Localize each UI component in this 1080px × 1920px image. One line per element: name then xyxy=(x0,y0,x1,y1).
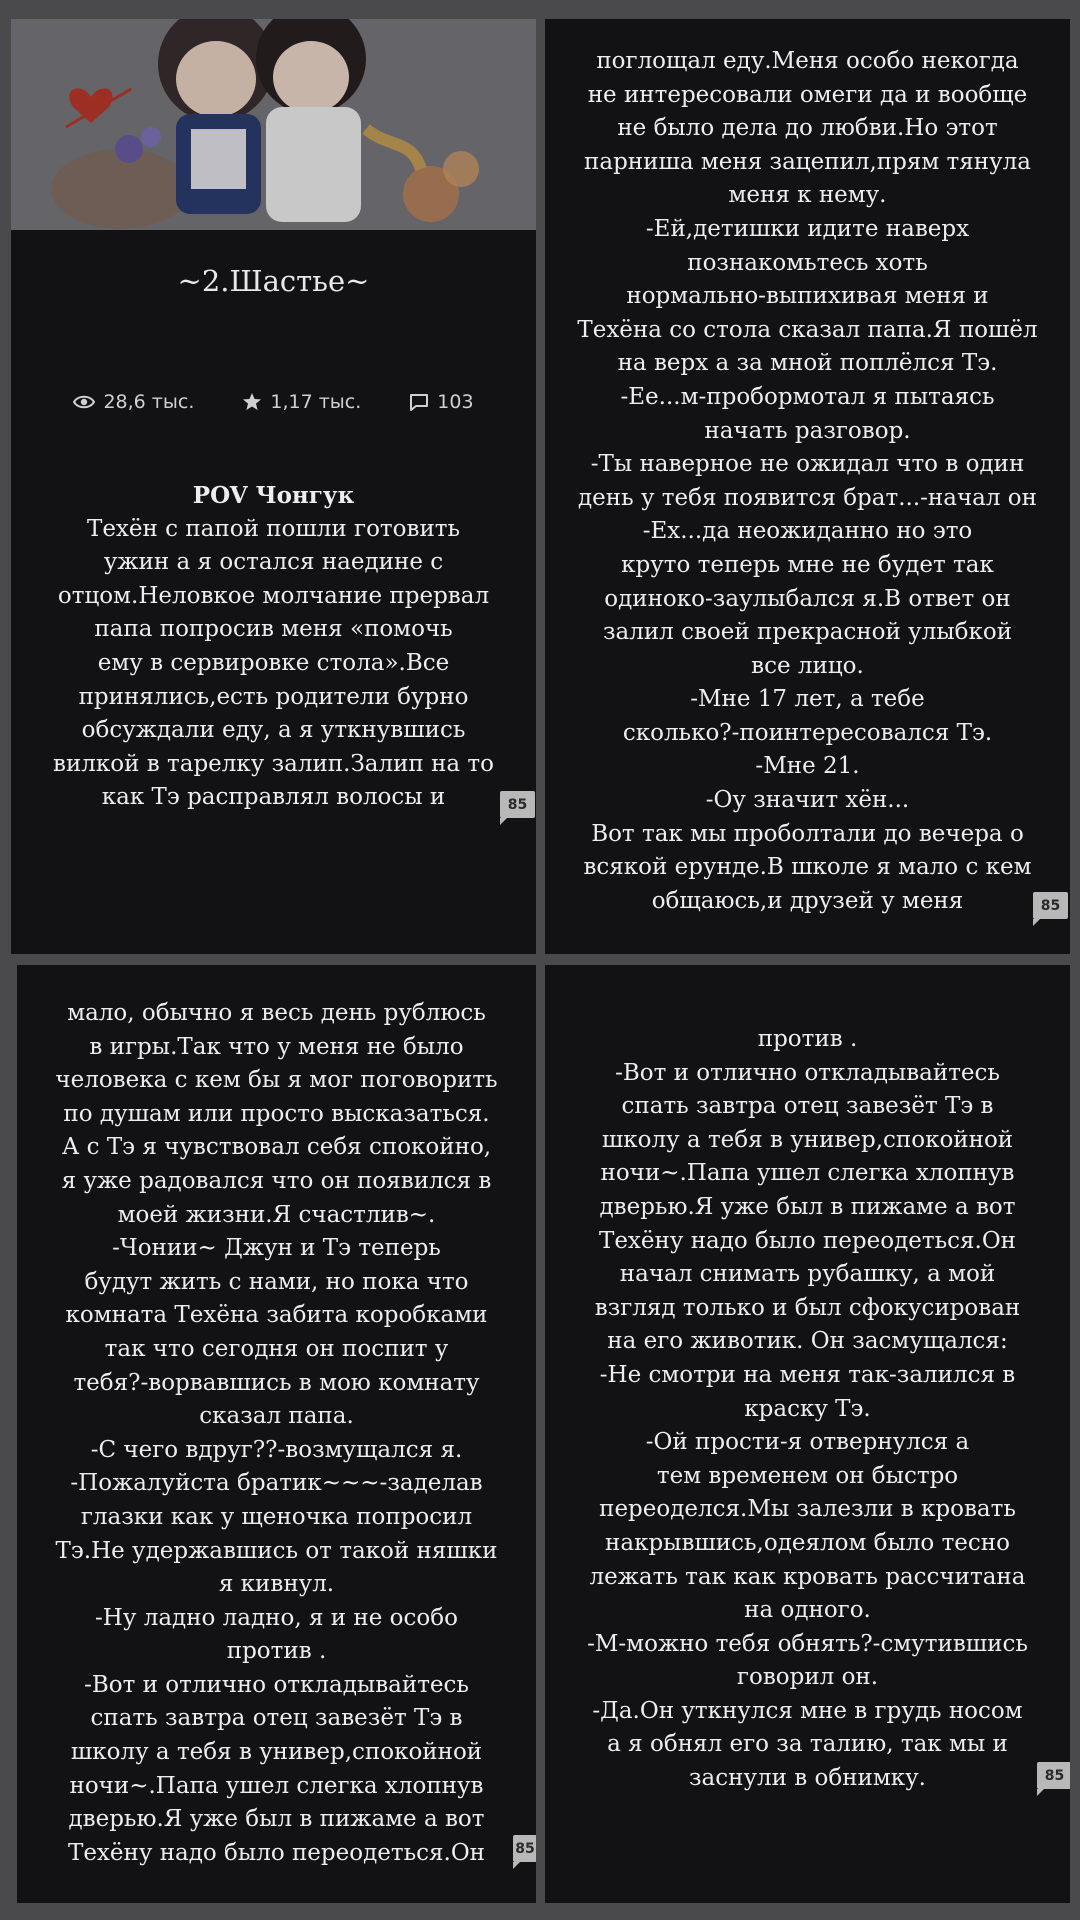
chapter-title: ~2.Шастье~ xyxy=(177,264,370,298)
text-line: лежать так как кровать рассчитана xyxy=(589,1563,1026,1590)
text-line: моей жизни.Я счастлив~. xyxy=(117,1201,436,1228)
text-line: школу а тебя в универ,спокойной xyxy=(70,1739,483,1766)
text-line: ночи~.Папа ушел слегка хлопнув xyxy=(600,1160,1015,1187)
text-line: я уже радовался что он появился в xyxy=(61,1167,492,1194)
story-text-page-3 xyxy=(17,997,536,1870)
text-line: на его животик. Он засмущался: xyxy=(607,1328,1008,1355)
story-cover-image[interactable] xyxy=(11,19,536,230)
text-line: все лицо. xyxy=(751,652,864,679)
inline-comment-badge[interactable]: 85 xyxy=(1033,892,1068,919)
story-page-1 xyxy=(11,19,536,954)
text-line: школу а тебя в универ,спокойной xyxy=(601,1126,1014,1153)
text-line: -С чего вдруг??-возмущался я. xyxy=(90,1436,463,1463)
text-line: обсуждали еду, а я уткнувшись xyxy=(81,717,466,744)
text-line: сказал папа. xyxy=(199,1403,354,1430)
text-line: -Ну ладно ладно, я и не особо xyxy=(95,1604,458,1631)
text-line: общаюсь,и друзей у меня xyxy=(651,887,964,914)
text-line: -Да.Он уткнулся мне в грудь носом xyxy=(592,1697,1023,1724)
text-line: начать разговор. xyxy=(704,417,911,444)
text-line: ночи~.Папа ушел слегка хлопнув xyxy=(69,1772,484,1799)
text-line: сколько?-поинтересовался Тэ. xyxy=(622,719,993,746)
text-line: тем временем он быстро xyxy=(656,1462,959,1489)
text-line: круто теперь мне не будет так xyxy=(621,551,994,578)
star-icon xyxy=(242,392,262,412)
text-line: комната Техёна забита коробками xyxy=(65,1302,488,1329)
text-line: спать завтра отец завезёт Тэ в xyxy=(90,1705,463,1732)
text-line: -Ой прости-я отвернулся а xyxy=(645,1429,970,1456)
text-line: принялись,есть родители бурно xyxy=(78,683,469,710)
text-line: так что сегодня он поспит у xyxy=(104,1335,449,1362)
story-text-page-1 xyxy=(11,479,536,815)
text-line: меня к нему. xyxy=(728,182,887,209)
text-line: парниша меня зацепил,прям тянула xyxy=(584,148,1031,175)
text-line: папа попросив меня «помочь xyxy=(94,616,453,643)
text-line: тебя?-ворвавшись в мою комнату xyxy=(73,1369,480,1396)
text-line: накрывшись,одеялом было тесно xyxy=(605,1529,1010,1556)
text-line: краску Тэ. xyxy=(744,1395,871,1422)
story-page-3 xyxy=(17,965,536,1903)
text-line: всякой ерунде.В школе я мало с кем xyxy=(583,854,1032,881)
views-stat xyxy=(73,391,194,413)
text-line: -Мне 21. xyxy=(755,753,860,780)
text-line: начал снимать рубашку, а мой xyxy=(619,1261,996,1288)
text-line: против . xyxy=(226,1638,327,1665)
text-line: нормально-выпихивая меня и xyxy=(626,283,989,310)
text-line: отцом.Неловкое молчание прервал xyxy=(57,582,490,609)
story-stats xyxy=(11,391,536,413)
text-line: ужин а я остался наедине с xyxy=(103,549,444,576)
text-line: А с Тэ я чувствовал себя спокойно, xyxy=(61,1134,492,1161)
text-line: спать завтра отец завезёт Тэ в xyxy=(621,1093,994,1120)
inline-comment-badge[interactable]: 85 xyxy=(1037,1762,1070,1789)
story-page-4 xyxy=(545,965,1070,1903)
text-line: Техёна со стола сказал папа.Я пошёл xyxy=(577,316,1038,343)
eye-icon xyxy=(73,394,95,410)
story-text-page-2 xyxy=(545,45,1070,918)
text-line: познакомьтесь хоть xyxy=(687,249,928,276)
text-line: Тэ.Не удержавшись от такой няшки xyxy=(55,1537,498,1564)
text-line: Вот так мы проболтали до вечера о xyxy=(591,820,1024,847)
text-line: -Пожалуйста братик~~~-заделав xyxy=(70,1470,483,1497)
inline-comment-badge[interactable]: 85 xyxy=(513,1835,536,1862)
text-line: говорил он. xyxy=(736,1664,879,1691)
story-text-page-4 xyxy=(545,1023,1070,1796)
votes-count: 1,17 тыс. xyxy=(270,391,362,413)
text-line: переоделся.Мы залезли в кровать xyxy=(599,1496,1016,1523)
text-line: на верх а за мной поплёлся Тэ. xyxy=(617,350,998,377)
comments-count: 103 xyxy=(437,391,474,413)
text-line: -М-можно тебя обнять?-смутившись xyxy=(587,1630,1028,1657)
text-line: Техёну надо было переодеться.Он xyxy=(598,1227,1017,1254)
text-line: -Оу значит хён... xyxy=(705,787,910,814)
inline-comment-badge[interactable]: 85 xyxy=(500,791,535,818)
text-line: залил своей прекрасной улыбкой xyxy=(602,619,1013,646)
text-line: а я обнял его за талию, так мы и xyxy=(607,1731,1008,1758)
text-line: -Ех...да неожиданно но это xyxy=(642,518,973,545)
comment-icon xyxy=(409,393,429,412)
text-line: -Чонии~ Джун и Тэ теперь xyxy=(112,1235,441,1262)
text-line: по душам или просто высказаться. xyxy=(63,1100,490,1127)
comments-stat xyxy=(409,391,473,413)
text-line: дверью.Я уже был в пижаме а вот xyxy=(68,1806,485,1833)
pov-heading: POV Чонгук xyxy=(192,482,355,509)
votes-stat xyxy=(242,391,361,413)
text-line: -Ты наверное не ожидал что в один xyxy=(590,451,1025,478)
story-page-2 xyxy=(545,19,1070,954)
text-line: в игры.Так что у меня не было xyxy=(89,1033,464,1060)
text-line: глазки как у щеночка попросил xyxy=(80,1503,473,1530)
text-line: человека с кем бы я мог поговорить xyxy=(55,1067,498,1094)
text-line: -Ее...м-пробормотал я пытаясь xyxy=(620,383,995,410)
text-line: не было дела до любви.Но этот xyxy=(617,115,998,142)
text-line: день у тебя появится брат...-начал он xyxy=(578,484,1037,511)
text-line: -Мне 17 лет, а тебе xyxy=(690,686,925,713)
text-line: на одного. xyxy=(744,1597,871,1624)
text-line: Техён с папой пошли готовить xyxy=(86,515,461,542)
text-line: одиноко-заулыбался я.В ответ он xyxy=(604,585,1011,612)
text-line: вилкой в тарелку залип.Залип на то xyxy=(53,750,494,777)
text-line: против . xyxy=(757,1026,858,1052)
text-line: дверью.Я уже был в пижаме а вот xyxy=(599,1193,1016,1220)
text-line: взгляд только и был сфокусирован xyxy=(594,1294,1021,1321)
text-line: Техёну надо было переодеться.Он xyxy=(67,1839,486,1866)
text-line: как Тэ расправлял волосы и xyxy=(101,784,446,811)
text-line: заснули в обнимку. xyxy=(689,1765,926,1792)
text-line: -Не смотри на меня так-залился в xyxy=(599,1361,1016,1388)
views-count: 28,6 тыс. xyxy=(103,391,195,413)
text-line: ему в сервировке стола».Все xyxy=(97,649,450,676)
text-line: -Вот и отлично откладывайтесь xyxy=(615,1059,1000,1086)
text-line: будут жить с нами, но пока что xyxy=(84,1268,469,1295)
text-line: я кивнул. xyxy=(218,1571,335,1598)
text-line: -Ей,детишки идите наверх xyxy=(645,215,970,242)
text-line: -Вот и отлично откладывайтесь xyxy=(84,1671,469,1698)
text-line: поглощал еду.Меня особо некогда xyxy=(596,48,1019,74)
text-line: мало, обычно я весь день рублюсь xyxy=(67,1000,486,1026)
text-line: не интересовали омеги да и вообще xyxy=(587,81,1028,108)
